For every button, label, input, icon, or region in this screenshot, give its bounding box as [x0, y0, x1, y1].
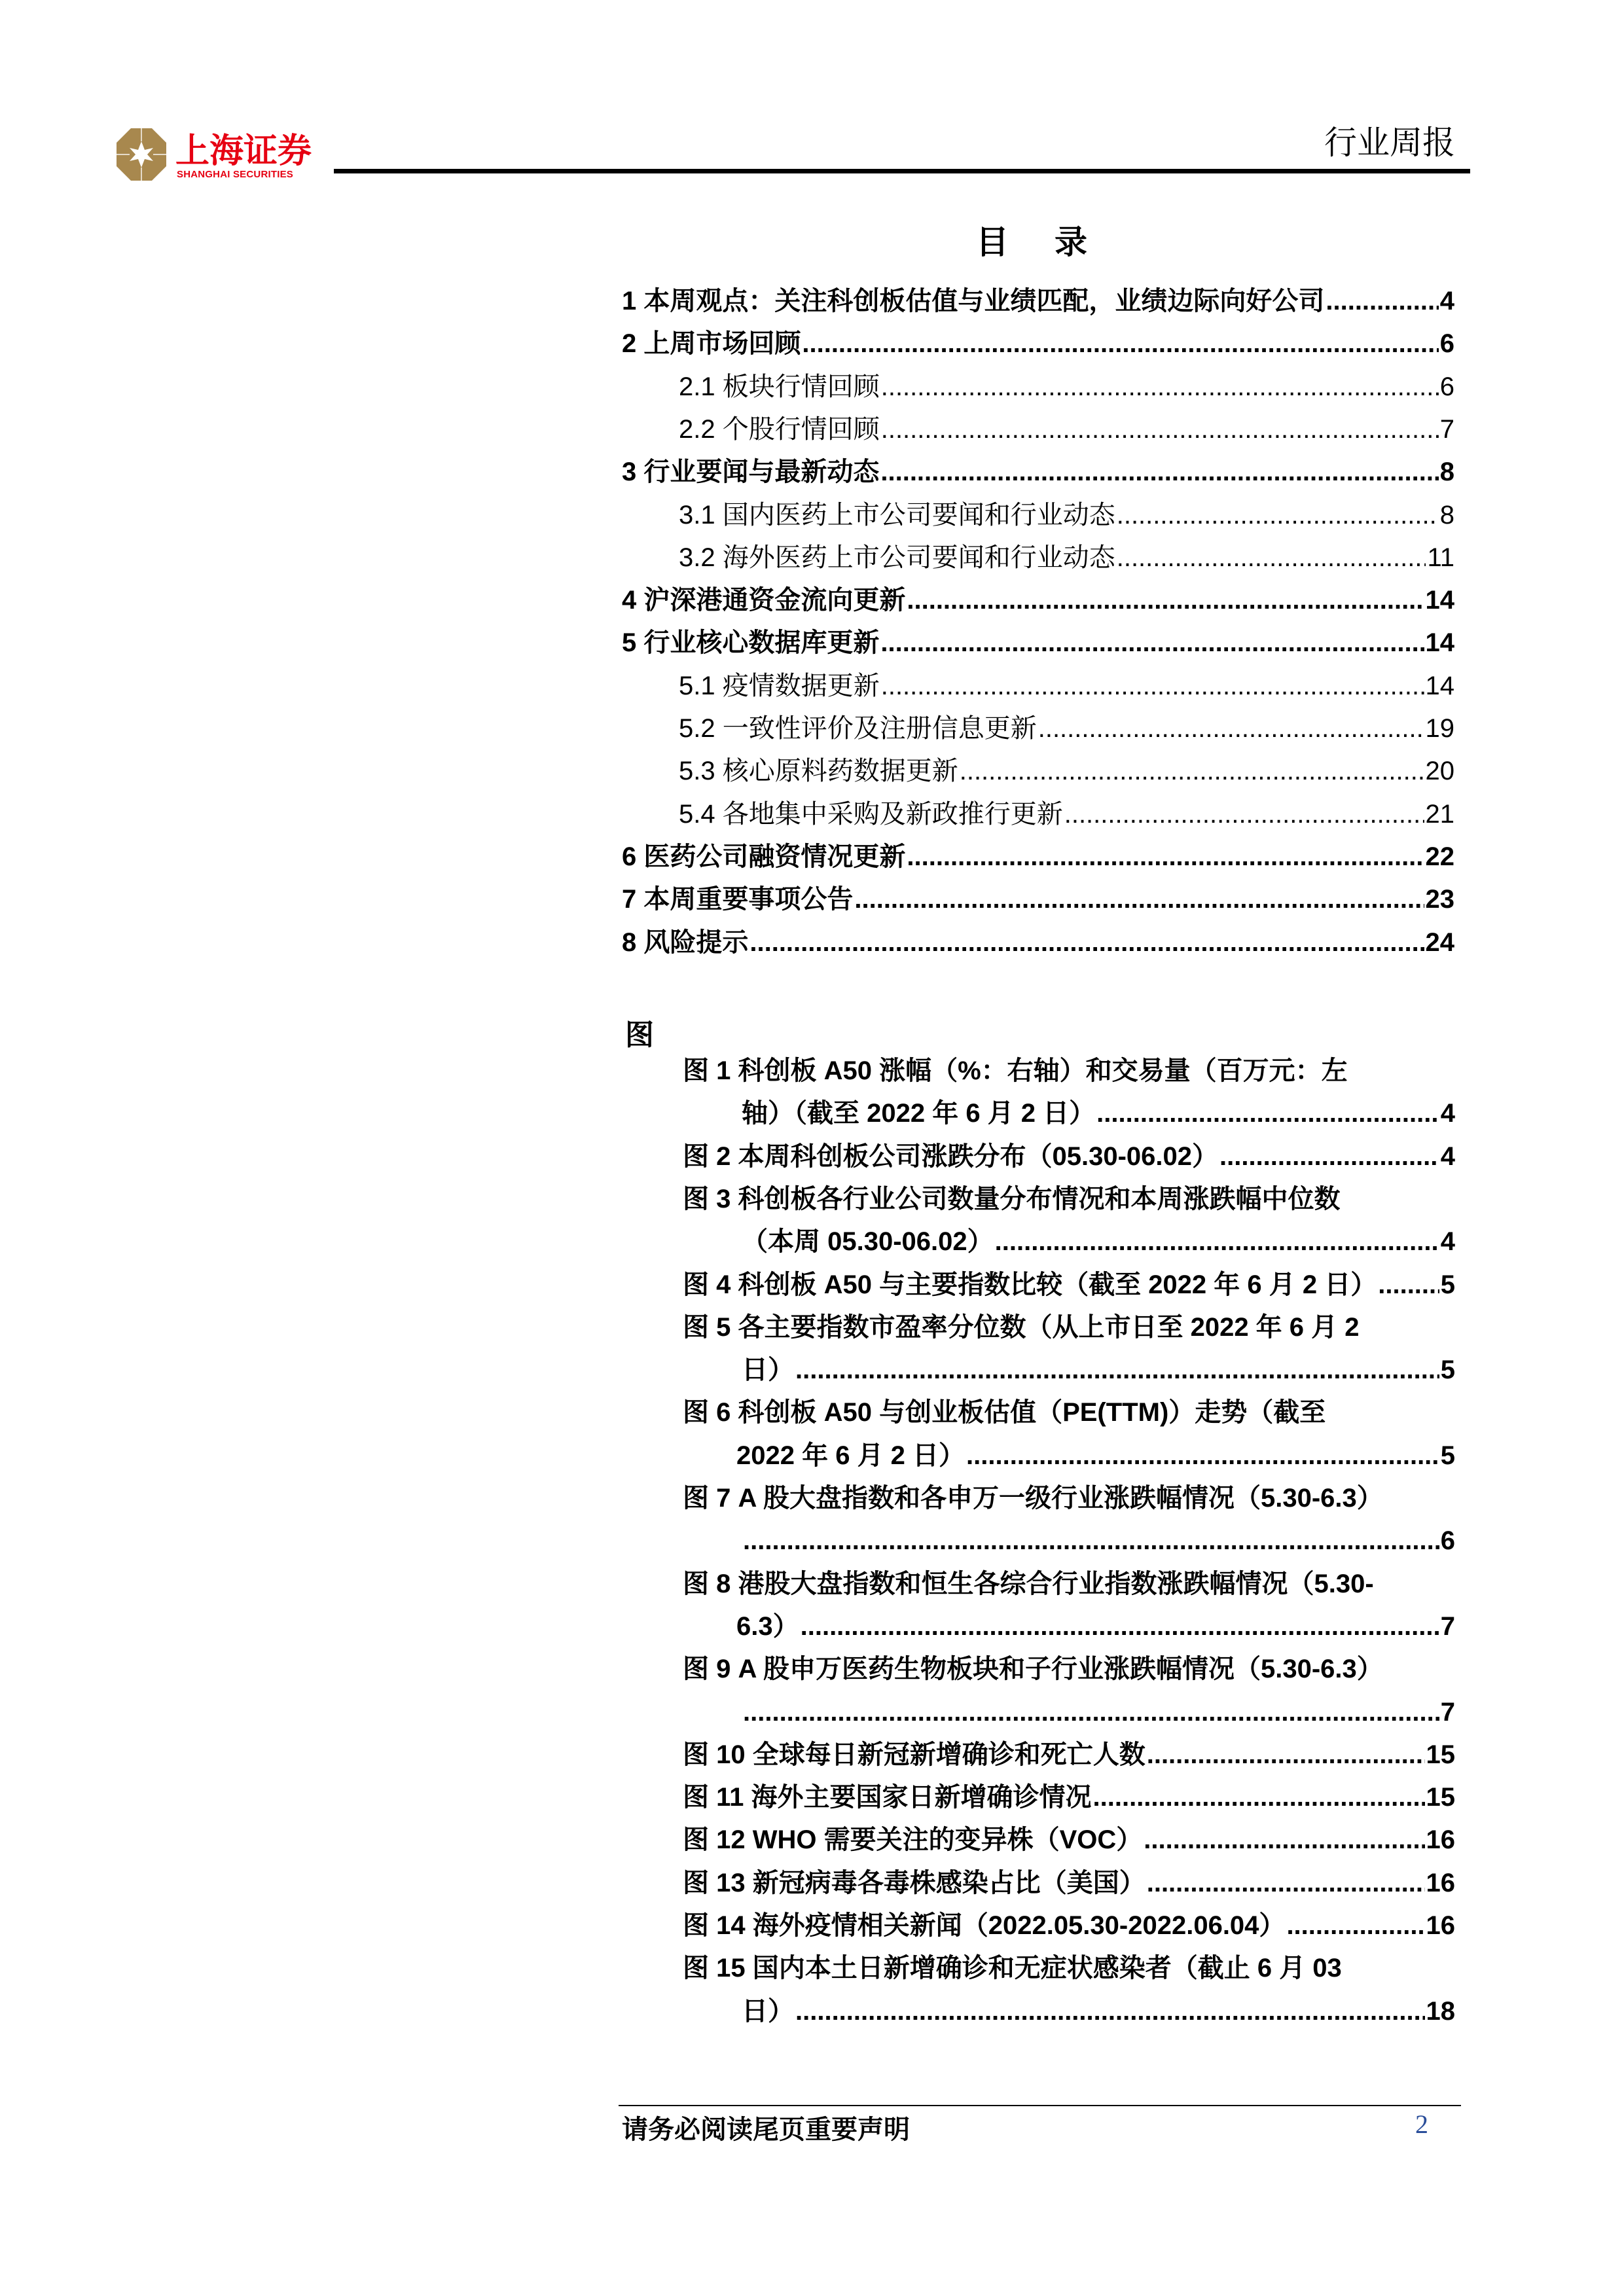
brand-name-cn: 上海证券 — [175, 132, 312, 170]
entry-page: 5 — [1440, 1441, 1455, 1470]
entry-page: 4 — [1440, 1141, 1455, 1171]
figures-heading: 图 — [625, 1019, 654, 1051]
dot-leader — [795, 1994, 1425, 2028]
entry-page: 15 — [1426, 1783, 1455, 1812]
report-type: 行业周报 — [1324, 124, 1455, 162]
toc-subentry[interactable] — [679, 370, 1454, 404]
entry-title: 2022 年 6 月 2 日） — [736, 1441, 965, 1470]
dot-leader — [907, 583, 1424, 617]
entry-title: 1 本周观点：关注科创板估值与业绩匹配，业绩边际向好公司 — [622, 287, 1325, 315]
dot-leader — [1144, 1823, 1424, 1857]
figure-entry[interactable] — [683, 1823, 1455, 1857]
entry-title: 5 行业核心数据库更新 — [622, 628, 880, 658]
dot-leader — [881, 412, 1439, 446]
entry-page: 4 — [1439, 287, 1454, 315]
dot-leader — [1286, 1909, 1424, 1943]
entry-title: 4 沪深港通资金流向更新 — [622, 586, 906, 615]
toc-entry[interactable] — [622, 327, 1454, 361]
entry-title: 轴）（截至 2022 年 6 月 2 日） — [742, 1099, 1096, 1128]
figure-entry-line[interactable]: 图 1 科创板 A50 涨幅（%：右轴）和交易量（百万元：左 — [683, 1056, 1348, 1085]
brand-name-en: SHANGHAI SECURITIES — [177, 169, 293, 180]
entry-page: 15 — [1426, 1740, 1455, 1769]
figure-entry[interactable] — [683, 1139, 1455, 1174]
entry-title: 日） — [742, 1996, 794, 2026]
entry-page: 23 — [1425, 885, 1454, 914]
entry-title: 3.1 国内医药上市公司要闻和行业动态 — [679, 500, 1115, 529]
entry-page: 19 — [1425, 714, 1454, 743]
figure-entry[interactable] — [742, 1353, 1455, 1387]
figure-entry[interactable] — [742, 1994, 1455, 2028]
entry-page: 16 — [1426, 1911, 1455, 1940]
entry-title: 5.4 各地集中采购及新政推行更新 — [679, 799, 1063, 829]
entry-page: 7 — [1440, 1697, 1455, 1727]
toc-subentry[interactable] — [679, 541, 1454, 575]
header-divider — [334, 169, 1470, 173]
dot-leader — [1326, 284, 1438, 318]
dot-leader — [1378, 1268, 1439, 1302]
figure-entry-line[interactable]: 图 6 科创板 A50 与创业板估值（PE(TTM)）走势（截至 — [683, 1398, 1326, 1427]
entry-title: 5.1 疫情数据更新 — [679, 671, 880, 700]
entry-title: 图 13 新冠病毒各毒株感染占比（美国） — [683, 1868, 1146, 1897]
entry-page: 11 — [1427, 543, 1454, 572]
entry-title: 2.1 板块行情回顾 — [679, 372, 880, 401]
entry-page: 21 — [1425, 799, 1454, 829]
toc-subentry[interactable] — [679, 754, 1454, 788]
entry-page: 14 — [1425, 586, 1454, 615]
entry-title: 3 行业要闻与最新动态 — [622, 457, 880, 487]
entry-page: 14 — [1425, 628, 1454, 658]
dot-leader — [795, 1353, 1439, 1387]
figure-entry[interactable] — [736, 1609, 1455, 1643]
figure-entry-line[interactable]: 图 7 A 股大盘指数和各申万一级行业涨跌幅情况（5.30-6.3） — [683, 1484, 1383, 1513]
figure-entry[interactable] — [683, 1866, 1455, 1900]
figure-entry[interactable] — [683, 1909, 1455, 1943]
entry-page: 7 — [1440, 1611, 1455, 1641]
dot-leader — [1064, 797, 1424, 831]
dot-leader — [802, 327, 1438, 361]
entry-title: 图 14 海外疫情相关新闻（2022.05.30-2022.06.04） — [683, 1911, 1286, 1940]
dot-leader — [801, 1609, 1439, 1643]
figure-entry-line[interactable]: 图 5 各主要指数市盈率分位数（从上市日至 2022 年 6 月 2 — [683, 1312, 1360, 1342]
toc-entry[interactable] — [622, 626, 1454, 660]
entry-title: 日） — [742, 1355, 794, 1385]
figure-entry[interactable] — [683, 1268, 1455, 1302]
entry-page: 7 — [1439, 414, 1454, 444]
dot-leader — [881, 370, 1439, 404]
entry-title: 图 11 海外主要国家日新增确诊情况 — [683, 1783, 1092, 1812]
entry-page: 4 — [1440, 1099, 1455, 1128]
page-number: 2 — [1415, 2109, 1428, 2139]
dot-leader — [880, 455, 1438, 489]
toc-entry[interactable] — [622, 455, 1454, 489]
dot-leader — [881, 669, 1424, 703]
entry-title: 7 本周重要事项公告 — [622, 885, 854, 914]
entry-page: 6 — [1440, 1526, 1455, 1556]
footer-disclaimer: 请务必阅读尾页重要声明 — [622, 2114, 910, 2145]
entry-title: 图 4 科创板 A50 与主要指数比较（截至 2022 年 6 月 2 日） — [683, 1270, 1377, 1299]
entry-title: 图 12 WHO 需要关注的变异株（VOC） — [683, 1825, 1143, 1855]
entry-page: 4 — [1440, 1227, 1455, 1257]
figure-entry-line[interactable]: 图 8 港股大盘指数和恒生各综合行业指数涨跌幅情况（5.30- — [683, 1569, 1374, 1598]
figure-entry[interactable] — [742, 1225, 1455, 1259]
dot-leader — [1147, 1866, 1425, 1900]
entry-page: 5 — [1440, 1270, 1455, 1299]
dot-leader — [1219, 1139, 1439, 1174]
toc-entry[interactable] — [622, 882, 1454, 916]
toc-entry[interactable] — [622, 840, 1454, 874]
figure-entry[interactable] — [742, 1096, 1455, 1130]
toc-subentry[interactable] — [679, 412, 1454, 446]
entry-page: 6 — [1439, 329, 1454, 359]
entry-page: 8 — [1439, 457, 1454, 487]
dot-leader — [1096, 1096, 1439, 1130]
entry-page: 22 — [1425, 842, 1454, 871]
figure-entry[interactable] — [683, 1780, 1455, 1814]
entry-page: 6 — [1439, 372, 1454, 401]
entry-page: 20 — [1425, 757, 1454, 786]
entry-title: 2.2 个股行情回顾 — [679, 414, 880, 444]
dot-leader — [743, 1524, 1439, 1558]
entry-title: 6.3） — [736, 1611, 799, 1641]
figure-entry-line[interactable]: 图 15 国内本土日新增确诊和无症状感染者（截止 6 月 03 — [683, 1954, 1342, 1983]
toc-entry[interactable] — [622, 925, 1454, 960]
entry-title: 5.3 核心原料药数据更新 — [679, 757, 958, 786]
entry-title: 图 10 全球每日新冠新增确诊和死亡人数 — [683, 1740, 1146, 1769]
entry-page: 18 — [1426, 1996, 1455, 2026]
figure-entry-line[interactable]: 图 9 A 股申万医药生物板块和子行业涨跌幅情况（5.30-6.3） — [683, 1655, 1383, 1684]
entry-page: 16 — [1426, 1825, 1455, 1855]
entry-page: 5 — [1440, 1355, 1455, 1385]
dot-leader — [749, 925, 1424, 960]
dot-leader — [1038, 711, 1424, 745]
entry-title: 8 风险提示 — [622, 927, 749, 957]
toc-entry[interactable] — [622, 284, 1454, 318]
entry-page: 24 — [1425, 927, 1454, 957]
dot-leader — [995, 1225, 1439, 1259]
logo-emblem-icon — [115, 127, 168, 182]
company-logo — [115, 126, 312, 186]
entry-title: 2 上周市场回顾 — [622, 329, 801, 359]
entry-title: （本周 05.30-06.02） — [742, 1227, 994, 1257]
toc-subentry[interactable] — [679, 797, 1454, 831]
dot-leader — [743, 1695, 1439, 1729]
figure-entry[interactable] — [742, 1524, 1455, 1558]
dot-leader — [907, 840, 1424, 874]
figure-entry[interactable] — [736, 1439, 1455, 1473]
dot-leader — [854, 882, 1424, 916]
dot-leader — [1093, 1780, 1425, 1814]
entry-title: 6 医药公司融资情况更新 — [622, 842, 906, 871]
entry-title: 图 2 本周科创板公司涨跌分布（05.30-06.02） — [683, 1141, 1218, 1171]
dot-leader — [966, 1439, 1439, 1473]
figure-entry[interactable] — [742, 1695, 1455, 1729]
toc-subentry[interactable] — [679, 498, 1454, 532]
toc-subentry[interactable] — [679, 711, 1454, 745]
toc-title: 目 录 — [976, 224, 1106, 260]
figure-entry-line[interactable]: 图 3 科创板各行业公司数量分布情况和本周涨跌幅中位数 — [683, 1184, 1341, 1213]
entry-page: 16 — [1426, 1868, 1455, 1897]
dot-leader — [1117, 541, 1426, 575]
dot-leader — [880, 626, 1424, 660]
dot-leader — [1117, 498, 1439, 532]
entry-page: 14 — [1425, 671, 1454, 700]
entry-title: 3.2 海外医药上市公司要闻和行业动态 — [679, 543, 1115, 572]
entry-title: 5.2 一致性评价及注册信息更新 — [679, 714, 1037, 743]
dot-leader — [1147, 1738, 1425, 1772]
toc-subentry[interactable] — [679, 669, 1454, 703]
dot-leader — [960, 754, 1424, 788]
entry-page: 8 — [1439, 500, 1454, 529]
toc-entry[interactable] — [622, 583, 1454, 617]
figure-entry[interactable] — [683, 1738, 1455, 1772]
footer-divider — [619, 2105, 1461, 2106]
